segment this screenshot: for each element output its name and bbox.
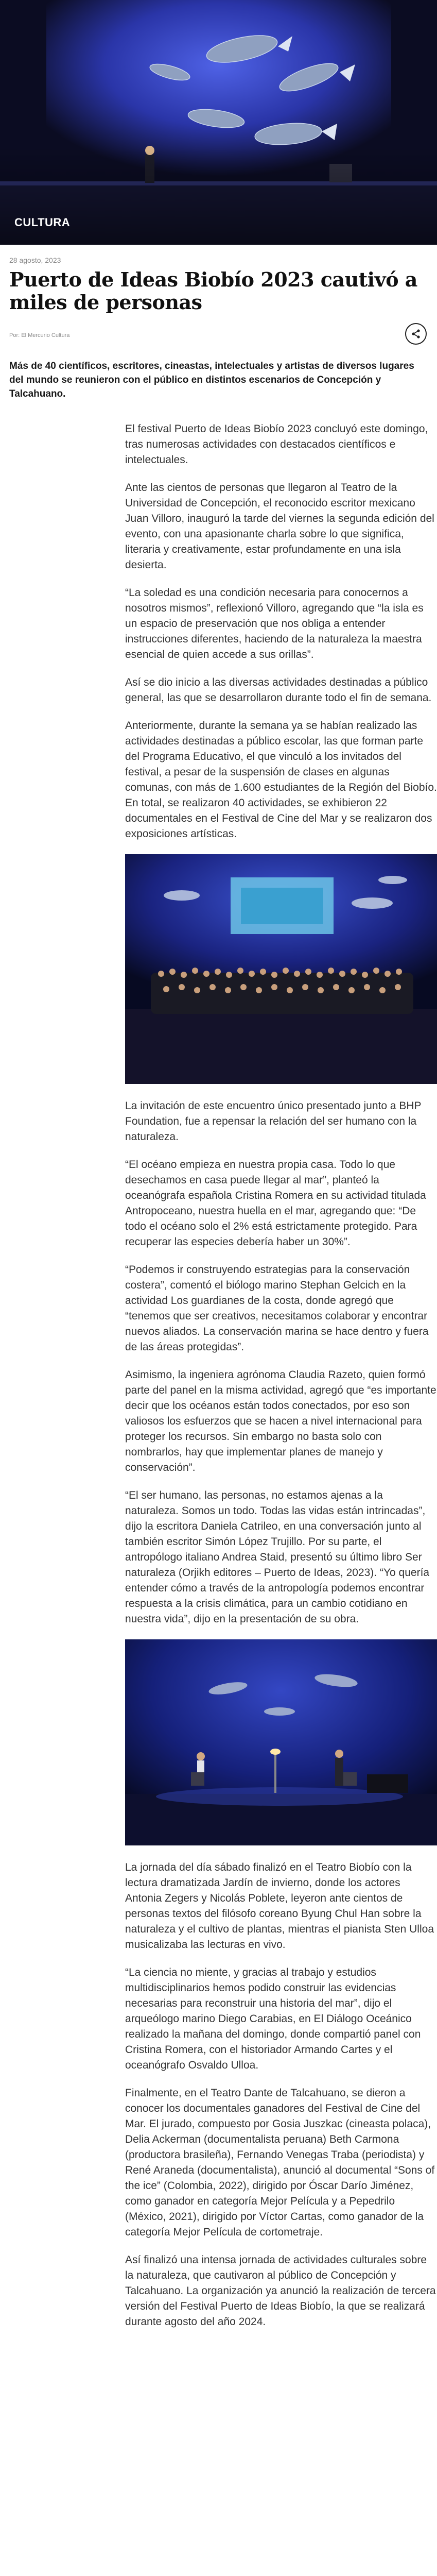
- reading-photo-image: [125, 1639, 437, 1845]
- share-button[interactable]: [405, 323, 427, 345]
- paragraph: “El ser humano, las personas, no estamos ajenas a la naturaleza. Somos un todo. Todas las vidas están intrincadas”, dijo la escritora Daniela Catrileo, en una conversación junto al también escritor Simón López Trujillo. Por su parte, el antropólogo italiano Andrea Staid, presentó su último libro Ser naturaleza (Orjikh editores – Puerto de Ideas, 2023). “Yo quería entender cómo a través de la antropología podemos encontrar respuesta a la crisis climática, para un cambio cotidiano en nuestra vida”, dijo en la presentación de su obra.: [125, 1489, 430, 1625]
- paragraph: La jornada del día sábado finalizó en el Teatro Biobío con la lectura dramatizada Jardín de invierno, donde los actores Antonia Zegers y Nicolás Poblete, leyeron ante cientos de personas textos del filósofo coreano Byung Chul Han sobre la naturaleza y el cultivo de plantas, mientras el pianista Sten Ulloa musicalizaba las lecturas en vivo.: [125, 1861, 434, 1951]
- paragraph: Así finalizó una intensa jornada de actividades culturales sobre la naturaleza, que cautivaron al público de Concepción y Talcahuano. La organización ya anunció la realización de tercera versión del Festival Puerto de Ideas Biobío, la que se realizará durante agosto del año 2024.: [125, 2254, 436, 2328]
- reading-photo: [125, 1639, 437, 1845]
- paragraph: “El océano empieza en nuestra propia casa. Todo lo que desechamos en casa puede llegar al mar”, planteó la oceanógrafa española Cristina Romera en su actividad titulada Antropoceano, nuestra huella en el mar, agregando que: “De todo el océano solo el 2% está estrictamente protegido. Para recuperar las especies debería haber un 30%”.: [125, 1159, 426, 1248]
- hero-image: [0, 0, 437, 245]
- author-row: [9, 323, 428, 347]
- paragraph: “Podemos ir construyendo estrategias para la conservación costera”, comentó el biólogo marino Stephan Gelcich en la actividad Los guardianes de la costa, donde agregó que “tenemos que ser creativos, necesitamos colaborar y encontrar nuevos aliados. La conservación marina se hace dentro y fuera de las áreas protegidas”.: [125, 1264, 429, 1353]
- paragraph: Ante las cientos de personas que llegaron al Teatro de la Universidad de Concepción, el reconocido escritor mexicano Juan Villoro, inauguró la tarde del viernes la segunda edición del evento, con una apasionante charla sobre lo que significa, literaria y creativamente, estar profundamente en una isla desierta.: [125, 482, 434, 571]
- paragraph: Asimismo, la ingeniera agrónoma Claudia Razeto, quien formó parte del panel en la misma actividad, agregó que “es importante decir que los océanos están todos conectados, por eso son valiosos los esfuerzos que se hacen a nivel internacional para proteger los recursos. Sin embargo no basta solo con nombrarlos, hay que implementar planes de manejo y conservación”.: [125, 1369, 436, 1473]
- paragraph: “La soledad es una condición necesaria para conocernos a nosotros mismos”, reflexionó Villoro, agregando que “la isla es un espacio de preservación que nos obliga a entender instrucciones diferentes, haciendo de la naturaleza la maestra esencial de quien accede a sus orillas”.: [125, 587, 424, 660]
- group-photo: [125, 854, 437, 1084]
- article-title: Puerto de Ideas Biobío 2023 cautivó a miles de personas: [9, 268, 417, 314]
- group-photo-image: [125, 854, 437, 1084]
- paragraph: Anteriormente, durante la semana ya se habían realizado las actividades destinadas a público escolar, las que forman parte del Programa Educativo, el que vinculó a los invitados del festival, a pesar de la suspensión de clases en algunas comunas, con más de 1.600 estudiantes de la Región del Biobío. En total, se realizaron 40 actividades, se exhibieron 22 documentales en el Festival de Cine del Mar y se realizaron dos exposiciones artísticas.: [125, 720, 437, 840]
- article-author: Por: El Mercurio Cultura: [9, 332, 70, 338]
- share-icon: [411, 329, 421, 339]
- hero-photo: [0, 0, 437, 245]
- category-badge[interactable]: CULTURA: [14, 216, 71, 229]
- paragraph: Así se dio inicio a las diversas actividades destinadas a público general, las que se desarrollaron durante todo el fin de semana.: [125, 676, 432, 704]
- article-body: [125, 421, 437, 2330]
- paragraph: La invitación de este encuentro único presentado junto a BHP Foundation, fue a repensar la relación del ser humano con la naturaleza.: [125, 1100, 422, 1143]
- paragraph: El festival Puerto de Ideas Biobío 2023 concluyó este domingo, tras numerosas actividades con destacados científicos e intelectuales.: [125, 423, 428, 466]
- article-lead: Más de 40 científicos, escritores, cineastas, intelectuales y artistas de diversos lugares del mundo se reunieron con el público en distintos escenarios de Concepción y Talcahuano.: [9, 361, 414, 399]
- paragraph: “La ciencia no miente, y gracias al trabajo y estudios multidisciplinarios hemos podido construir las evidencias necesarias para reconstruir una historia del mar”, dijo el arqueólogo marino Diego Carabias, en El Diálogo Oceánico realizado la mañana del domingo, donde compartió panel con Cristina Romera, con el historiador Armando Cartes y el oceanógrafo Osvaldo Ulloa.: [125, 1967, 421, 2071]
- article-date: 28 agosto, 2023: [9, 256, 61, 264]
- paragraph: Finalmente, en el Teatro Dante de Talcahuano, se dieron a conocer los documentales ganadores del Festival de Cine del Mar. El jurado, compuesto por Gosia Juszkac (cineasta polaca), Delia Ackerman (documentalista peruana) Beth Carmona (productora brasileña), Fernando Venegas Traba (periodista) y René Araneda (documentalista), anunció al documental “Sons of the ice” (Colombia, 2022), dirigido por Óscar Darío Jiménez, como ganador en categoría Mejor Película y a Pepedrilo (México, 2021), dirigido por Víctor Cartas, como ganador de la categoría Mejor Película de cortometraje.: [125, 2087, 435, 2238]
